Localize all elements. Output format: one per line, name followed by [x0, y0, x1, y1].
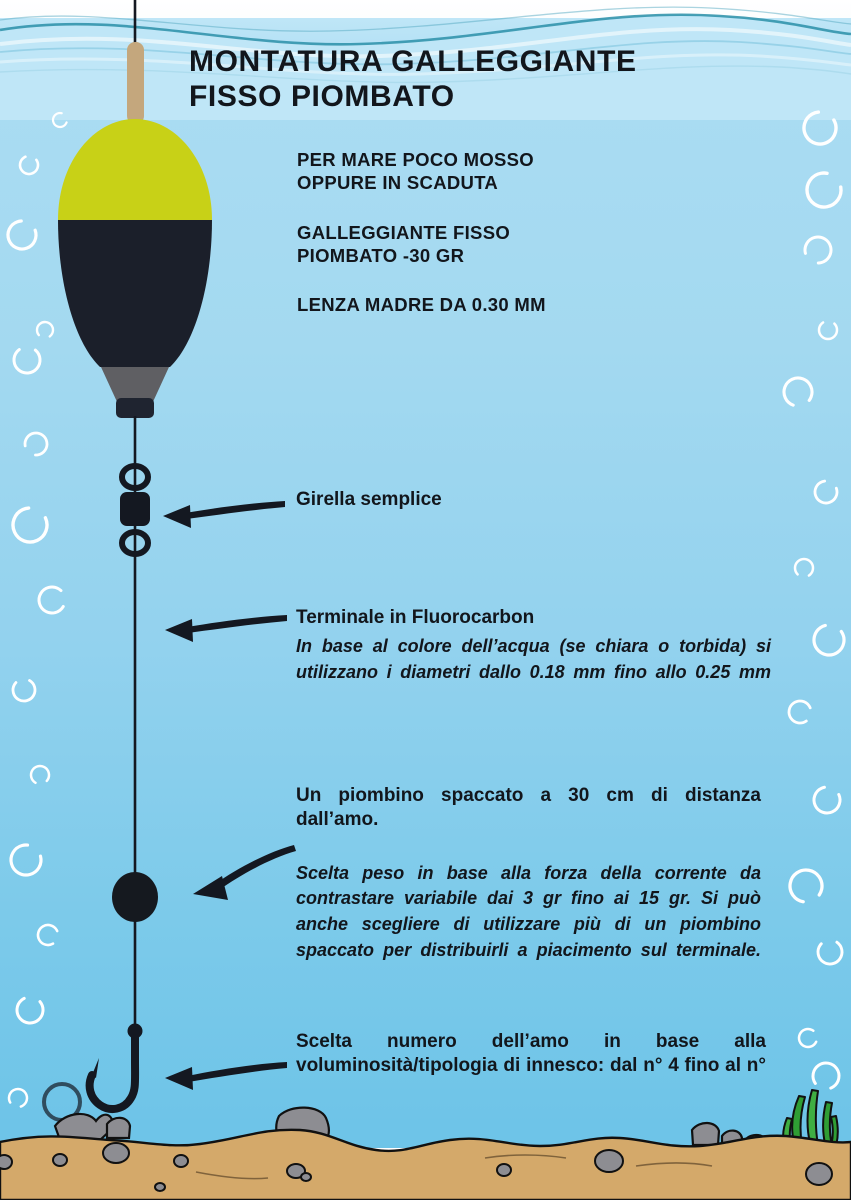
callout-split-shot-body: Scelta peso in base alla forza della corrente da contrastare variabile dai 3 gr fino ai 15 gr. Si può anche scegliere di utilizzare più di un piombino spaccato per distribuirli a piacimento sul terminale. — [296, 862, 761, 960]
spec-list — [297, 148, 767, 316]
float-base-collar — [116, 398, 154, 418]
callout-hook — [296, 1030, 766, 1103]
callout-fluorocarbon-heading: Terminale in Fluorocarbon — [296, 607, 535, 628]
arrow-to-swivel — [163, 501, 285, 528]
spec-0-line-1: PER MARE POCO MOSSO — [297, 149, 534, 170]
arrow-to-split-shot — [193, 845, 296, 900]
arrow-to-hook — [165, 1062, 287, 1090]
callout-split-shot — [296, 784, 761, 989]
spec-1-line-2: PIOMBATO -30 GR — [297, 244, 465, 266]
spec-item-sea-condition — [297, 148, 767, 195]
spec-1-line-1: GALLEGGIANTE FISSO — [297, 221, 511, 243]
callout-fluorocarbon — [296, 606, 771, 711]
callout-hook-heading: Scelta numero dell’amo in base alla voluminosità/tipologia di innesco: dal n° 4 fino al n° — [296, 1031, 766, 1077]
float-antenna — [127, 42, 144, 124]
callout-split-shot-heading: Un piombino spaccato a 30 cm di distanza dall’amo. — [296, 785, 761, 831]
arrow-to-fluorocarbon — [165, 615, 287, 642]
page-title — [189, 44, 749, 114]
float-body-black — [58, 220, 212, 367]
callout-swivel — [296, 488, 736, 512]
hook-eye — [128, 1024, 143, 1039]
title-line-1: MONTATURA GALLEGGIANTE — [189, 45, 637, 78]
callout-fluorocarbon-body: In base al colore dell’acqua (se chiara o torbida) si utilizzano i diametri dallo 0.18 mm fino allo 0.25 mm — [296, 636, 771, 682]
sandy-seabed — [0, 1088, 851, 1200]
title-line-2: FISSO PIOMBATO — [189, 80, 455, 114]
spec-item-mainline — [297, 293, 767, 316]
spec-2-line-1: LENZA MADRE DA 0.30 MM — [297, 294, 546, 316]
callout-swivel-heading: Girella semplice — [296, 489, 442, 510]
split-shot-weight — [112, 872, 158, 922]
spec-0-line-2: OPPURE IN SCADUTA — [297, 172, 499, 194]
hook-barb — [92, 1058, 99, 1078]
float-body-yellow — [58, 119, 212, 220]
spec-item-float — [297, 221, 767, 268]
